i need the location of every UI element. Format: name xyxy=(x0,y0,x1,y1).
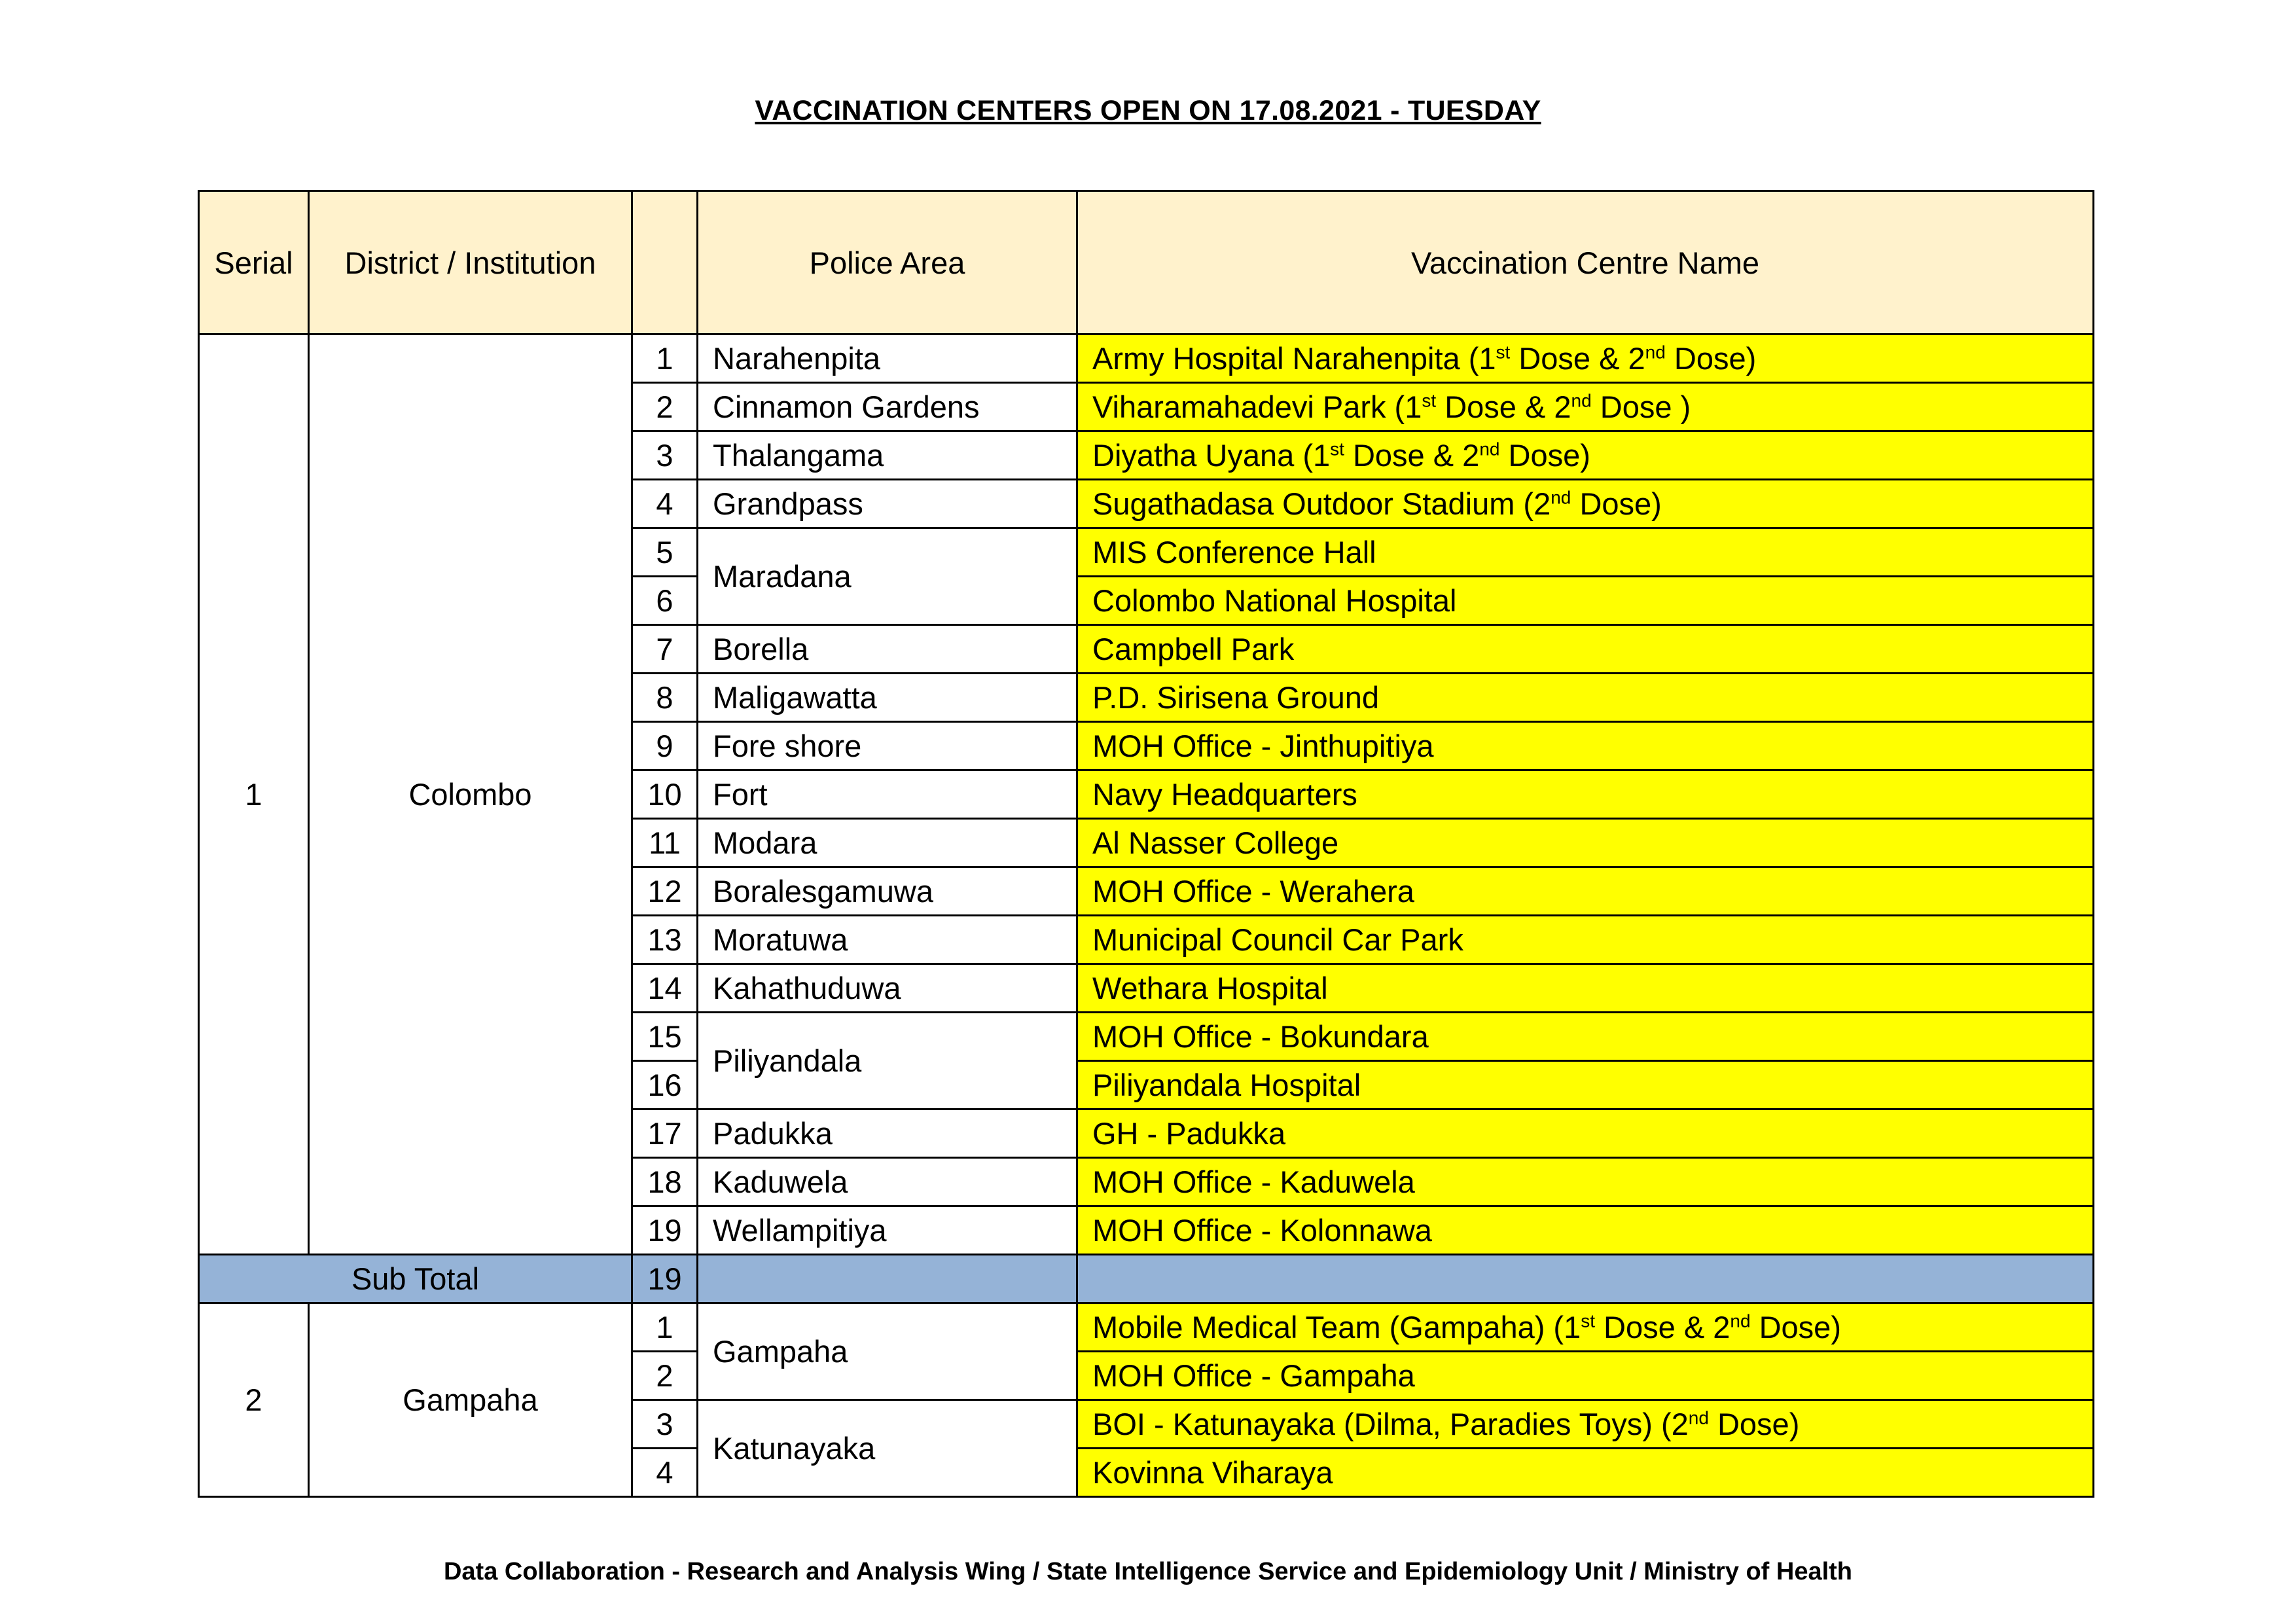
serial-cell: 2 xyxy=(199,1303,309,1497)
serial-cell: 1 xyxy=(199,334,309,1255)
row-number-cell: 16 xyxy=(632,1061,698,1110)
police-area-cell: Cinnamon Gardens xyxy=(698,383,1077,431)
centre-name-cell xyxy=(1077,867,2094,916)
centre-name-text: Dose) xyxy=(1499,438,1590,473)
header-number xyxy=(632,191,698,334)
centre-name-text: Dose & 2 xyxy=(1436,389,1571,424)
centre-name-text: Dose) xyxy=(1708,1407,1800,1441)
police-area-cell: Wellampitiya xyxy=(698,1206,1077,1255)
row-number-cell: 19 xyxy=(632,1206,698,1255)
centre-name-text: Army Hospital Narahenpita (1 xyxy=(1092,341,1496,376)
ordinal-suffix: st xyxy=(1422,390,1437,411)
row-number-cell: 11 xyxy=(632,819,698,867)
row-number-cell: 17 xyxy=(632,1110,698,1158)
centre-name-text: MIS Conference Hall xyxy=(1092,535,1376,569)
row-number-cell: 3 xyxy=(632,431,698,480)
row-number-cell: 14 xyxy=(632,964,698,1013)
subtotal-row xyxy=(199,1255,2094,1303)
centre-name-cell xyxy=(1077,770,2094,819)
police-area-cell: Kaduwela xyxy=(698,1158,1077,1206)
centre-name-text: Dose) xyxy=(1571,486,1662,521)
centre-name-cell xyxy=(1077,1400,2094,1449)
row-number-cell: 18 xyxy=(632,1158,698,1206)
centre-name-text: Dose & 2 xyxy=(1595,1310,1731,1344)
row-number-cell: 8 xyxy=(632,674,698,722)
row-number-cell: 6 xyxy=(632,577,698,625)
centre-name-text: MOH Office - Kaduwela xyxy=(1092,1164,1415,1199)
centre-name-text: Colombo National Hospital xyxy=(1092,583,1457,618)
police-area-cell: Maligawatta xyxy=(698,674,1077,722)
row-number-cell: 13 xyxy=(632,916,698,964)
centre-name-cell xyxy=(1077,480,2094,528)
ordinal-suffix: nd xyxy=(1645,342,1666,363)
centre-name-cell xyxy=(1077,625,2094,674)
header-police-area: Police Area xyxy=(698,191,1077,334)
centre-name-cell xyxy=(1077,383,2094,431)
row-number-cell: 10 xyxy=(632,770,698,819)
centre-name-cell xyxy=(1077,1013,2094,1061)
centre-name-text: Viharamahadevi Park (1 xyxy=(1092,389,1422,424)
ordinal-suffix: st xyxy=(1581,1310,1595,1331)
centre-name-text: Diyatha Uyana (1 xyxy=(1092,438,1331,473)
centre-name-cell xyxy=(1077,1303,2094,1352)
centre-name-text: BOI - Katunayaka (Dilma, Paradies Toys) (2 xyxy=(1092,1407,1689,1441)
row-number-cell: 9 xyxy=(632,722,698,770)
police-area-cell: Fort xyxy=(698,770,1077,819)
row-number-cell: 12 xyxy=(632,867,698,916)
document-title: VACCINATION CENTERS OPEN ON 17.08.2021 - TUESDAY xyxy=(755,95,1541,126)
centre-name-cell xyxy=(1077,334,2094,383)
row-number-cell: 7 xyxy=(632,625,698,674)
centre-name-text: GH - Padukka xyxy=(1092,1116,1286,1151)
centre-name-cell xyxy=(1077,1158,2094,1206)
centre-name-cell xyxy=(1077,1449,2094,1497)
row-number-cell: 4 xyxy=(632,1449,698,1497)
ordinal-suffix: nd xyxy=(1688,1407,1709,1428)
police-area-cell: Thalangama xyxy=(698,431,1077,480)
police-area-cell: Narahenpita xyxy=(698,334,1077,383)
centre-name-cell xyxy=(1077,674,2094,722)
centre-name-text: MOH Office - Kolonnawa xyxy=(1092,1213,1432,1248)
police-area-cell: Katunayaka xyxy=(698,1400,1077,1497)
centre-name-text: Dose) xyxy=(1750,1310,1841,1344)
police-area-cell: Gampaha xyxy=(698,1303,1077,1400)
centre-name-cell xyxy=(1077,722,2094,770)
ordinal-suffix: st xyxy=(1330,439,1344,460)
ordinal-suffix: nd xyxy=(1551,487,1571,508)
centre-name-text: Mobile Medical Team (Gampaha) (1 xyxy=(1092,1310,1581,1344)
police-area-cell: Grandpass xyxy=(698,480,1077,528)
table-body xyxy=(199,334,2094,1497)
centre-name-cell xyxy=(1077,964,2094,1013)
centre-name-text: MOH Office - Bokundara xyxy=(1092,1019,1429,1054)
centre-name-cell xyxy=(1077,577,2094,625)
centre-name-cell xyxy=(1077,1352,2094,1400)
police-area-cell: Padukka xyxy=(698,1110,1077,1158)
centre-name-text: Al Nasser College xyxy=(1092,825,1339,860)
centre-name-text: Dose) xyxy=(1665,341,1757,376)
district-cell: Colombo xyxy=(309,334,632,1255)
table-row xyxy=(199,1303,2094,1352)
centre-name-text: Dose & 2 xyxy=(1510,341,1645,376)
centre-name-text: Municipal Council Car Park xyxy=(1092,922,1463,957)
ordinal-suffix: st xyxy=(1496,342,1511,363)
centre-name-text: Wethara Hospital xyxy=(1092,971,1328,1005)
table-header-row xyxy=(199,191,2094,334)
district-cell: Gampaha xyxy=(309,1303,632,1497)
ordinal-suffix: nd xyxy=(1479,439,1500,460)
row-number-cell: 4 xyxy=(632,480,698,528)
subtotal-empty-cell xyxy=(1077,1255,2094,1303)
centre-name-cell xyxy=(1077,528,2094,577)
centre-name-cell xyxy=(1077,1110,2094,1158)
centre-name-text: MOH Office - Werahera xyxy=(1092,874,1414,909)
subtotal-value: 19 xyxy=(632,1255,698,1303)
centre-name-text: Dose & 2 xyxy=(1344,438,1480,473)
centre-name-text: Campbell Park xyxy=(1092,632,1295,666)
vaccination-centres-table xyxy=(198,190,2094,1498)
row-number-cell: 2 xyxy=(632,1352,698,1400)
centre-name-text: Kovinna Viharaya xyxy=(1092,1455,1333,1490)
subtotal-empty-cell xyxy=(698,1255,1077,1303)
centre-name-text: P.D. Sirisena Ground xyxy=(1092,680,1380,715)
ordinal-suffix: nd xyxy=(1730,1310,1751,1331)
row-number-cell: 1 xyxy=(632,334,698,383)
row-number-cell: 3 xyxy=(632,1400,698,1449)
header-serial: Serial xyxy=(199,191,309,334)
header-centre-name: Vaccination Centre Name xyxy=(1077,191,2094,334)
centre-name-cell xyxy=(1077,819,2094,867)
police-area-cell: Kahathuduwa xyxy=(698,964,1077,1013)
centre-name-text: Navy Headquarters xyxy=(1092,777,1357,812)
row-number-cell: 15 xyxy=(632,1013,698,1061)
row-number-cell: 1 xyxy=(632,1303,698,1352)
centre-name-text: MOH Office - Gampaha xyxy=(1092,1358,1415,1393)
police-area-cell: Borella xyxy=(698,625,1077,674)
police-area-cell: Boralesgamuwa xyxy=(698,867,1077,916)
centre-name-cell xyxy=(1077,1061,2094,1110)
ordinal-suffix: nd xyxy=(1571,390,1592,411)
centre-name-text: Sugathadasa Outdoor Stadium (2 xyxy=(1092,486,1551,521)
centre-name-text: MOH Office - Jinthupitiya xyxy=(1092,729,1434,763)
police-area-cell: Moratuwa xyxy=(698,916,1077,964)
header-district: District / Institution xyxy=(309,191,632,334)
police-area-cell: Maradana xyxy=(698,528,1077,625)
police-area-cell: Fore shore xyxy=(698,722,1077,770)
row-number-cell: 2 xyxy=(632,383,698,431)
police-area-cell: Modara xyxy=(698,819,1077,867)
centre-name-cell xyxy=(1077,431,2094,480)
row-number-cell: 5 xyxy=(632,528,698,577)
centre-name-cell xyxy=(1077,916,2094,964)
centre-name-text: Dose ) xyxy=(1591,389,1691,424)
table-row xyxy=(199,334,2094,383)
document-footer: Data Collaboration - Research and Analysis Wing / State Intelligence Service and Epidemiology Unit / Ministry of Health xyxy=(443,1558,1853,1585)
subtotal-label: Sub Total xyxy=(199,1255,632,1303)
centre-name-cell xyxy=(1077,1206,2094,1255)
centre-name-text: Piliyandala Hospital xyxy=(1092,1068,1361,1102)
police-area-cell: Piliyandala xyxy=(698,1013,1077,1110)
